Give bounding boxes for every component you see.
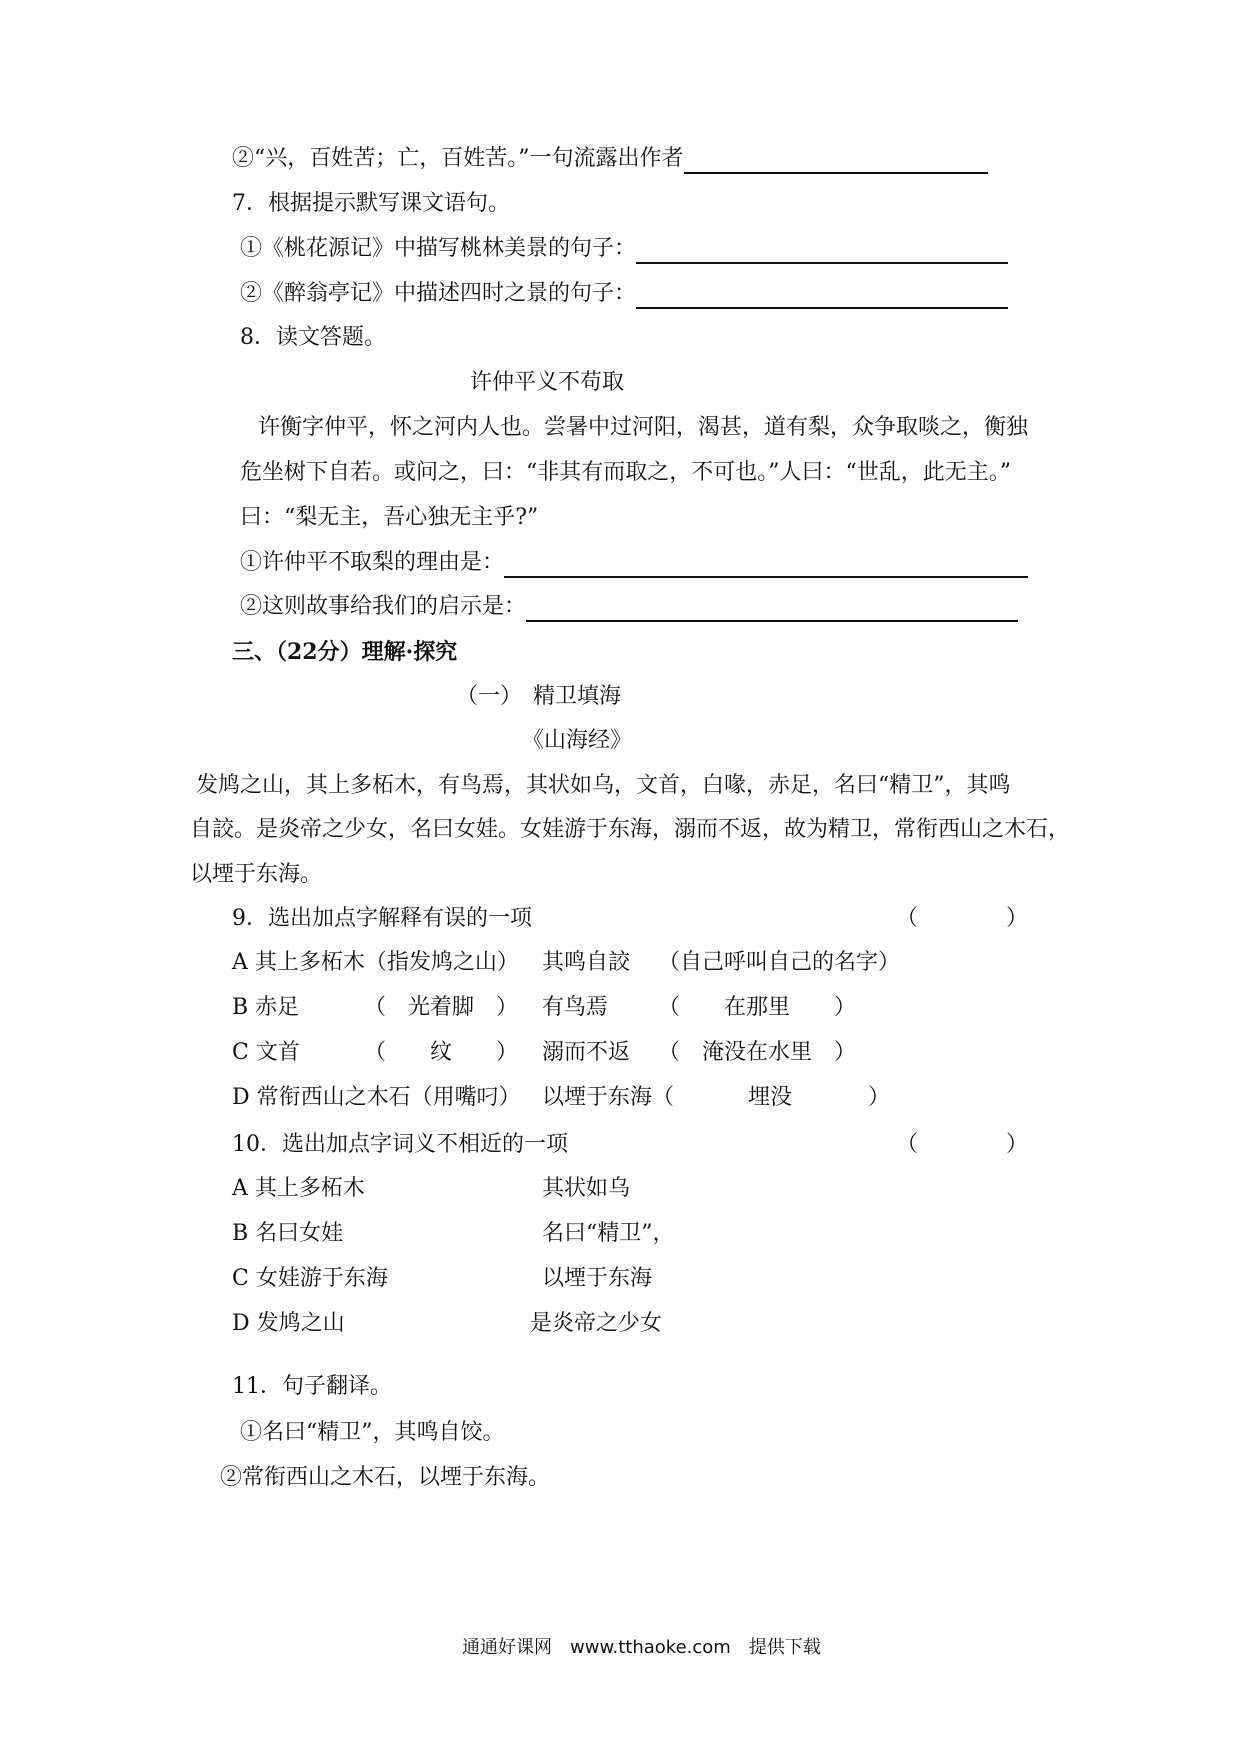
q10-option-a: A 其上多柘木 xyxy=(232,1176,365,1201)
q7-item1-text: ①《桃花源记》中描写桃林美景的句子： xyxy=(240,236,637,261)
q9-option-c-gloss: （ 纹 ） xyxy=(364,1040,519,1065)
q8-item1-text: ①许仲平不取梨的理由是： xyxy=(240,550,505,575)
q9-option-d: D 常衔西山之木石（用嘴叼） xyxy=(232,1085,521,1110)
q7-item2-text: ②《醉翁亭记》中描述四时之景的句子： xyxy=(240,281,637,306)
answer-paren[interactable]: （ ） xyxy=(896,906,1029,931)
answer-blank[interactable] xyxy=(684,150,988,174)
passage-line: 自詨。是炎帝之少女，名曰女娃。女娃游于东海，溺而不返，故为精卫，常衔西山之木石， xyxy=(190,817,1071,842)
q9-option-c: C 文首 xyxy=(232,1040,300,1065)
q8-title: 8．读文答题。 xyxy=(240,325,386,350)
q10-option-c-pair: 以堙于东海 xyxy=(542,1266,653,1291)
q10-option-a-pair: 其状如乌 xyxy=(542,1176,631,1201)
q9-option-b-gloss2: （ 在那里 ） xyxy=(658,995,857,1020)
q9-option-a-gloss: （自己呼叫自己的名字） xyxy=(658,950,901,975)
q6-item2-text: ②“兴，百姓苦；亡，百姓苦。”一句流露出作者 xyxy=(232,146,684,171)
passage-line: 危坐树下自若。或问之，曰：“非其有而取之，不可也。”人曰：“世乱，此无主。” xyxy=(240,460,1011,485)
passage-line: 以堙于东海。 xyxy=(190,862,323,887)
q11-title: 11．句子翻译。 xyxy=(232,1374,392,1399)
q7-item1 xyxy=(240,234,1008,264)
answer-blank[interactable] xyxy=(504,554,1028,578)
q9-option-d-gloss: 埋没 xyxy=(748,1085,793,1110)
passage-line: 许衡字仲平，怀之河内人也。尝暑中过河阳，渴甚，道有梨，众争取啖之，衡独 xyxy=(258,415,1029,440)
answer-blank[interactable] xyxy=(526,598,1018,622)
q10-option-b: B 名曰女娃 xyxy=(232,1221,344,1246)
q9-option-b-gloss: （ 光着脚 ） xyxy=(364,995,519,1020)
q10-title: 10．选出加点字词义不相近的一项 xyxy=(232,1132,568,1157)
passage-line: 曰：“梨无主，吾心独无主乎?” xyxy=(240,505,539,530)
q11-sentence1: ①名曰“精卫”，其鸣自饺。 xyxy=(240,1420,505,1445)
q7-item2 xyxy=(240,279,1008,309)
q9-option-a-word: 其鸣自詨 xyxy=(542,950,631,975)
q10-option-b-pair: 名曰“精卫”， xyxy=(542,1221,675,1246)
answer-blank[interactable] xyxy=(636,285,1008,309)
q10-option-d-pair: 是炎帝之少女 xyxy=(530,1311,663,1336)
q9-option-d-word: 以堙于东海（ xyxy=(542,1085,675,1110)
q10-option-c: C 女娃游于东海 xyxy=(232,1266,388,1291)
q7-title: 7．根据提示默写课文语句。 xyxy=(232,191,510,216)
q6-item2 xyxy=(232,144,988,174)
passage-line: 发鸠之山，其上多柘木，有鸟焉，其状如乌，文首，白喙，赤足，名曰“精卫”，其鸣 xyxy=(196,773,1011,798)
passage-title: 许仲平义不苟取 xyxy=(470,370,625,395)
answer-paren[interactable]: （ ） xyxy=(896,1132,1029,1157)
q9-option-b: B 赤足 xyxy=(232,995,300,1020)
q9-title: 9．选出加点字解释有误的一项 xyxy=(232,906,532,931)
passage-source: 《山海经》 xyxy=(522,728,633,753)
q9-option-b-word: 有鸟焉 xyxy=(542,995,609,1020)
answer-blank[interactable] xyxy=(636,240,1008,264)
q9-option-c-gloss2: （ 淹没在水里 ） xyxy=(658,1040,857,1065)
passage-subtitle: （一） 精卫填海 xyxy=(456,684,622,709)
q11-sentence2: ②常衔西山之木石，以堙于东海。 xyxy=(220,1465,551,1490)
section-heading: 三、（22分）理解·探究 xyxy=(232,639,458,665)
q9-option-c-word: 溺而不返 xyxy=(542,1040,631,1065)
q9-option-d-paren: ） xyxy=(868,1085,891,1110)
q8-item2 xyxy=(240,592,1018,622)
q9-option-a: A 其上多柘木（指发鸠之山） xyxy=(232,950,519,975)
q8-item1 xyxy=(240,548,1028,578)
q10-option-d: D 发鸠之山 xyxy=(232,1311,345,1336)
page-footer: 通通好课网 www.tthaoke.com 提供下载 xyxy=(462,1637,821,1658)
q8-item2-text: ②这则故事给我们的启示是： xyxy=(240,594,527,619)
